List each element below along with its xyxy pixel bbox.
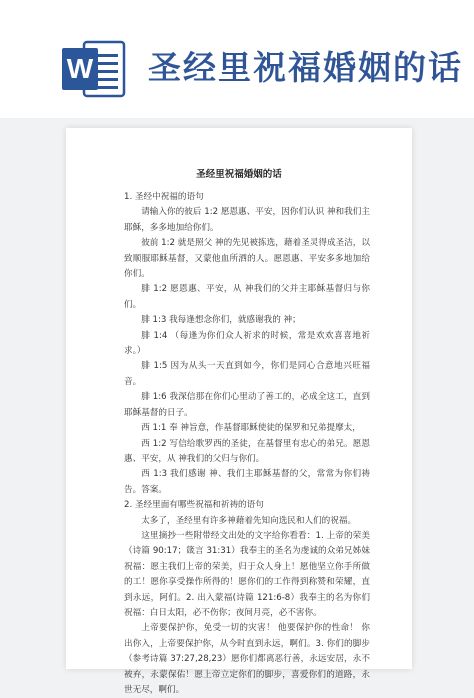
section-heading-2: 2. 圣经里面有哪些祝福和祈祷的语句: [124, 500, 264, 511]
paragraph: 上帝要保护你，免受一切的灾害！ 他要保护你的性命！ 你出你入，上帝要保护你，从今时直到永远，啊们。3. 你们的脚步（参考诗篇 37:27,28,23）愿你们都离恶行善，永远安居，永不被弃，永蒙保佑！愿上帝立定你们的脚步，喜爱你们的道路，永世无尽，啊们。: [124, 623, 370, 695]
paragraph: 西 1:1 奉 神旨意，作基督耶稣使徒的保罗和兄弟提摩太，: [141, 423, 361, 434]
paragraph: 彼前 1:2 就是照父 神的先见被拣选，藉着圣灵得成圣洁，以致顺服耶稣基督，又蒙他血所洒的人。愿恩惠、平安多多地加给你们。: [124, 238, 370, 280]
paragraph: 西 1:3 我们感谢 神、我们主耶稣基督的父，常常为你们祷告。答案。: [124, 469, 370, 495]
banner-title: 圣经里祝福婚姻的话: [148, 48, 463, 87]
section-heading-1: 1. 圣经中祝福的语句: [124, 192, 204, 202]
word-document-icon: [62, 40, 126, 98]
document-body: [124, 190, 370, 698]
paragraph: 腓 1:4 （每逢为你们众人祈求的时候，常是欢欢喜喜地祈求。）: [124, 330, 370, 357]
document-title: 圣经里祝福婚姻的话: [196, 169, 282, 180]
paragraph: 西 1:2 写信给歌罗西的圣徒，在基督里有忠心的弟兄。愿恩惠、平安，从 神我们的父归与你们。: [124, 438, 370, 464]
document-page: [66, 128, 412, 695]
paragraph: 腓 1:5 因为从头一天直到如今，你们是同心合意地兴旺福音。: [124, 361, 370, 387]
paragraph: 腓 1:2 愿恩惠、平安，从 神我们的父并主耶稣基督归与你们。: [124, 284, 370, 310]
paragraph: 这里摘抄一些附带经文出处的文字给你看看：1. 上帝的荣美（诗篇 90:17；箴言 31:31）我奉主的圣名为虔诚的众弟兄姊妹祝福：愿主我们上帝的荣美，归于众人身上！愿他坚立你手所做的工！愿你享受操作所得的！愿你们的工作得到称赞和荣耀，直到永远，阿们。2. 出入蒙福(诗篇 121:6-8）我奉主的名为你们祝福：白日太阳，必不伤你；夜间月亮，必不害你。: [124, 530, 370, 618]
header-banner: [0, 0, 474, 118]
paragraph: 腓 1:6 我深信那在你们心里动了善工的，必成全这工，直到耶稣基督的日子。: [124, 392, 370, 418]
paragraph: 请输入你的彼后 1:2 愿恩惠、平安，因你们认识 神和我们主耶稣，多多地加给你们。: [124, 207, 370, 233]
paragraph: 太多了，圣经里有许多神藉着先知向选民和人们的祝福。: [141, 515, 357, 526]
paragraph: 腓 1:3 我每逢想念你们，就感谢我的 神；: [141, 315, 301, 326]
word-icon-letter: W: [66, 53, 94, 84]
